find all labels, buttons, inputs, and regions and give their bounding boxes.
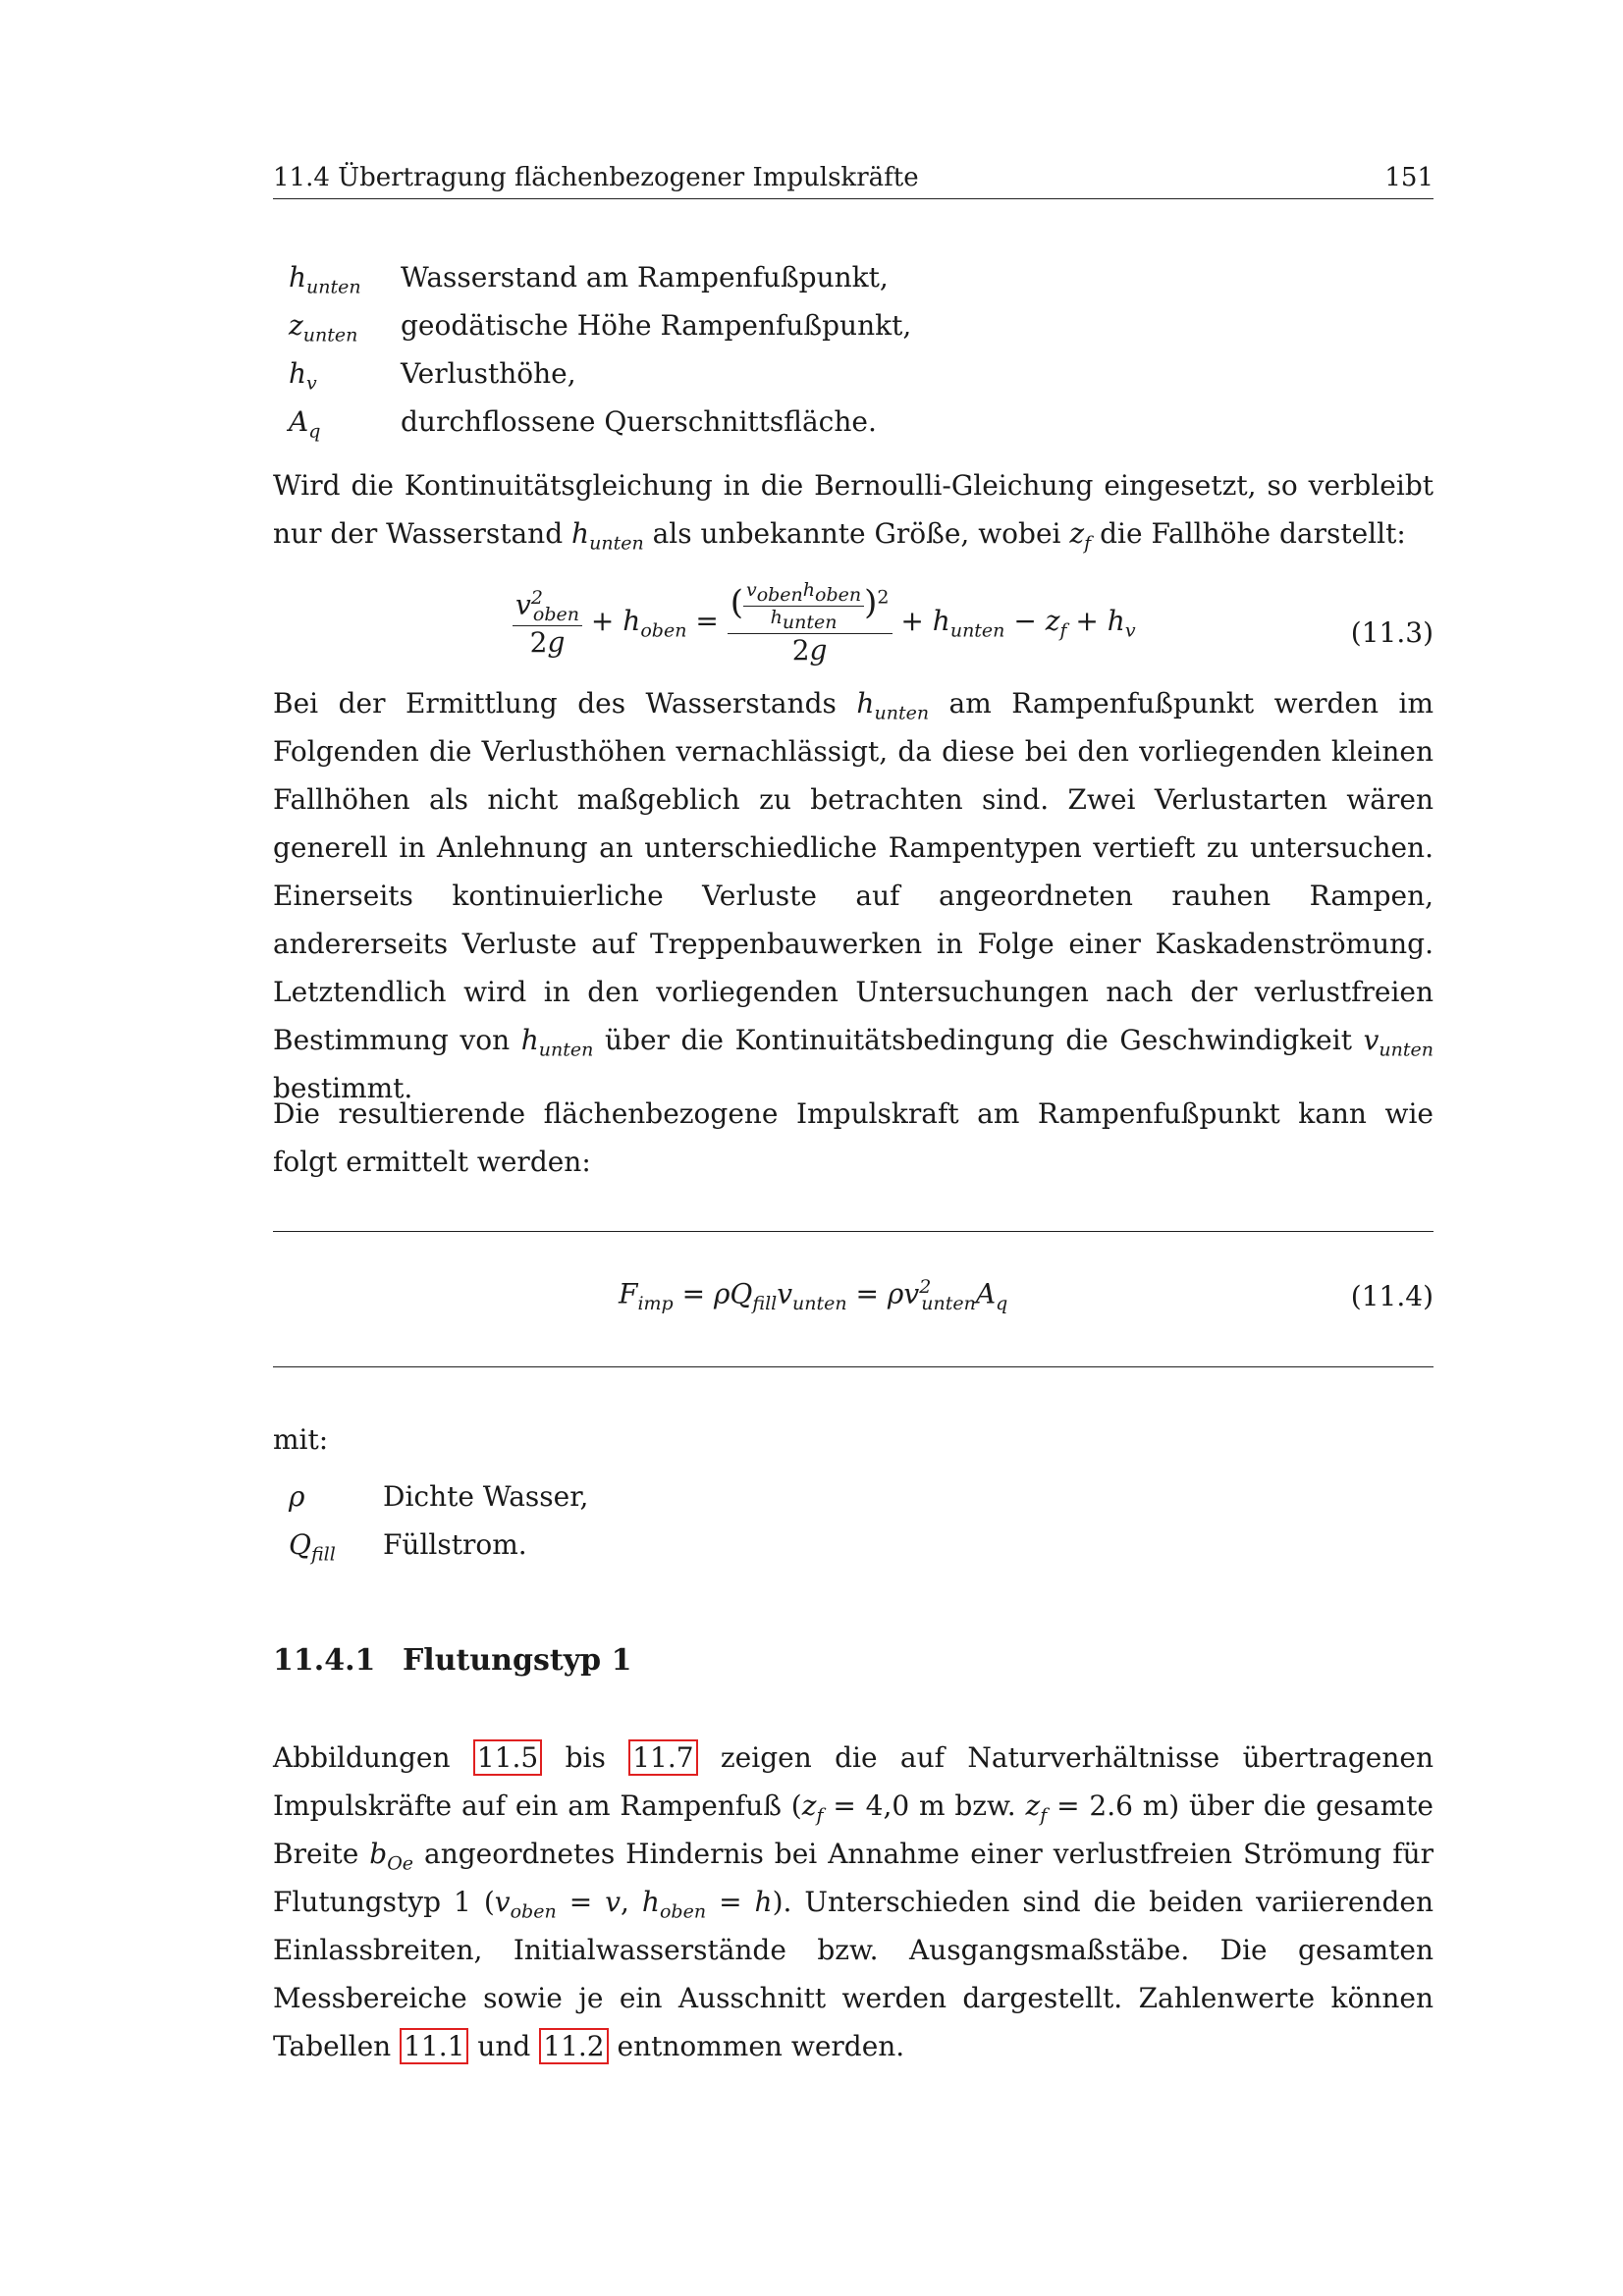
bernoulli-equation: $\frac{v^2_{oben}}{2g}$ + $h_{oben}$ = ( $\frac{v_{oben}h_{oben}}{h_{unten}}$ )$^2$ 2g + $h_{unten} - z_f + h_v$	[513, 579, 1136, 667]
paragraph-flutungstyp: Abbildungen 11.5 bis 11.7 zeigen die auf Naturverhältnisse übertragenen Impulskräfte auf ein am Rampenfuß ($z_f = 4,0$ m bzw. $z_f = 2.6$ m) über die gesamte Breite $b_{Oe}$ angeordnetes Hindernis bei Annahme einer verlustfreien Strömung für Flutungstyp 1 ($v_{oben} = v$, $h_{oben} = h$). Unterschieden sind die beiden variierenden Einlassbreiten, Initialwasserstände bzw. Ausgangsmaßstäbe. Die gesamten Messbereiche sowie je ein Ausschnitt werden dargestellt. Zahlenwerte können Tabellen 11.1 und 11.2 entnommen werden.	[273, 1741, 1434, 2062]
equation-number: (11.4)	[1350, 1280, 1434, 1312]
impulse-equation: $F_{imp} = \rho Q_{fill}v_{unten} = \rho v^2_{unten}A_q$	[619, 1276, 1008, 1314]
section-title: Flutungstyp 1	[403, 1643, 632, 1678]
fraction: $\frac{v^2_{oben}}{2g}$	[513, 587, 582, 659]
equation-rule-top	[273, 1231, 1434, 1232]
symbol-description: Füllstrom.	[383, 1528, 527, 1561]
table-link-11-2[interactable]: 11.2	[539, 2028, 608, 2064]
symbol-description: Dichte Wasser,	[383, 1480, 589, 1513]
symbol-description: Verlusthöhe,	[401, 357, 576, 390]
page-number: 151	[1384, 163, 1434, 192]
symbol-list-1	[289, 257, 1369, 450]
table-link-11-1[interactable]: 11.1	[400, 2028, 468, 2064]
symbol-row	[289, 305, 1369, 353]
section-number: 11.4.1	[273, 1643, 376, 1678]
symbol-row	[289, 1476, 1369, 1524]
mit-label: mit:	[273, 1423, 329, 1456]
equation-number: (11.3)	[1350, 616, 1434, 649]
symbol: $h_{unten}$	[289, 261, 361, 298]
figure-link-11-5[interactable]: 11.5	[473, 1739, 542, 1776]
header-section-title: 11.4 Übertragung flächenbezogener Impulskräfte	[273, 163, 919, 192]
symbol-row	[289, 353, 1369, 401]
symbol: $Q_{fill}$	[289, 1528, 336, 1566]
symbol-row	[289, 1524, 1369, 1573]
equation-rule-bottom	[273, 1366, 1434, 1367]
symbol-row	[289, 257, 1369, 305]
symbol: $A_q$	[289, 405, 321, 443]
running-header	[273, 157, 1434, 199]
equation-11-3	[273, 571, 1434, 679]
paragraph-loss-heights: Bei der Ermittlung des Wasserstands $h_{unten}$ am Rampenfußpunkt werden im Folgenden die Verlusthöhen vernachlässigt, da diese bei den vorliegenden kleinen Fallhöhen als nicht maßgeblich zu betrachten sind. Zwei Verlustarten wären generell in Anlehnung an unterschiedliche Rampentypen vertieft zu untersuchen. Einerseits kontinuierliche Verluste auf angeordneten rauhen Rampen, andererseits Verluste auf Treppenbauwerken in Folge einer Kaskadenströmung. Letztendlich wird in den vorliegenden Untersuchungen nach der verlustfreien Bestimmung von $h_{unten}$ über die Kontinuitätsbedingung die Geschwindigkeit $v_{unten}$ bestimmt.	[273, 687, 1434, 1104]
figure-link-11-7[interactable]: 11.7	[628, 1739, 697, 1776]
symbol: $z_{unten}$	[289, 309, 358, 347]
paragraph-continuity: Wird die Kontinuitätsgleichung in die Bernoulli-Gleichung eingesetzt, so verbleibt nur der Wasserstand $h_{unten}$ als unbekannte Größe, wobei $z_f$ die Fallhöhe darstellt:	[273, 469, 1434, 555]
symbol-row	[289, 401, 1369, 450]
symbol-description: Wasserstand am Rampenfußpunkt,	[401, 261, 889, 294]
symbol: ρ	[289, 1480, 305, 1513]
symbol-description: geodätische Höhe Rampenfußpunkt,	[401, 309, 912, 342]
symbol-description: durchflossene Querschnittsfläche.	[401, 405, 877, 438]
equation-11-4	[273, 1272, 1434, 1321]
fraction: ( $\frac{v_{oben}h_{oben}}{h_{unten}}$ )$^2$ 2g	[728, 579, 893, 667]
symbol: $h_v$	[289, 357, 317, 395]
symbol-list-2	[289, 1476, 1369, 1573]
paragraph-impulse-force: Die resultierende flächenbezogene Impulskraft am Rampenfußpunkt kann wie folgt ermittelt werden:	[273, 1097, 1434, 1178]
